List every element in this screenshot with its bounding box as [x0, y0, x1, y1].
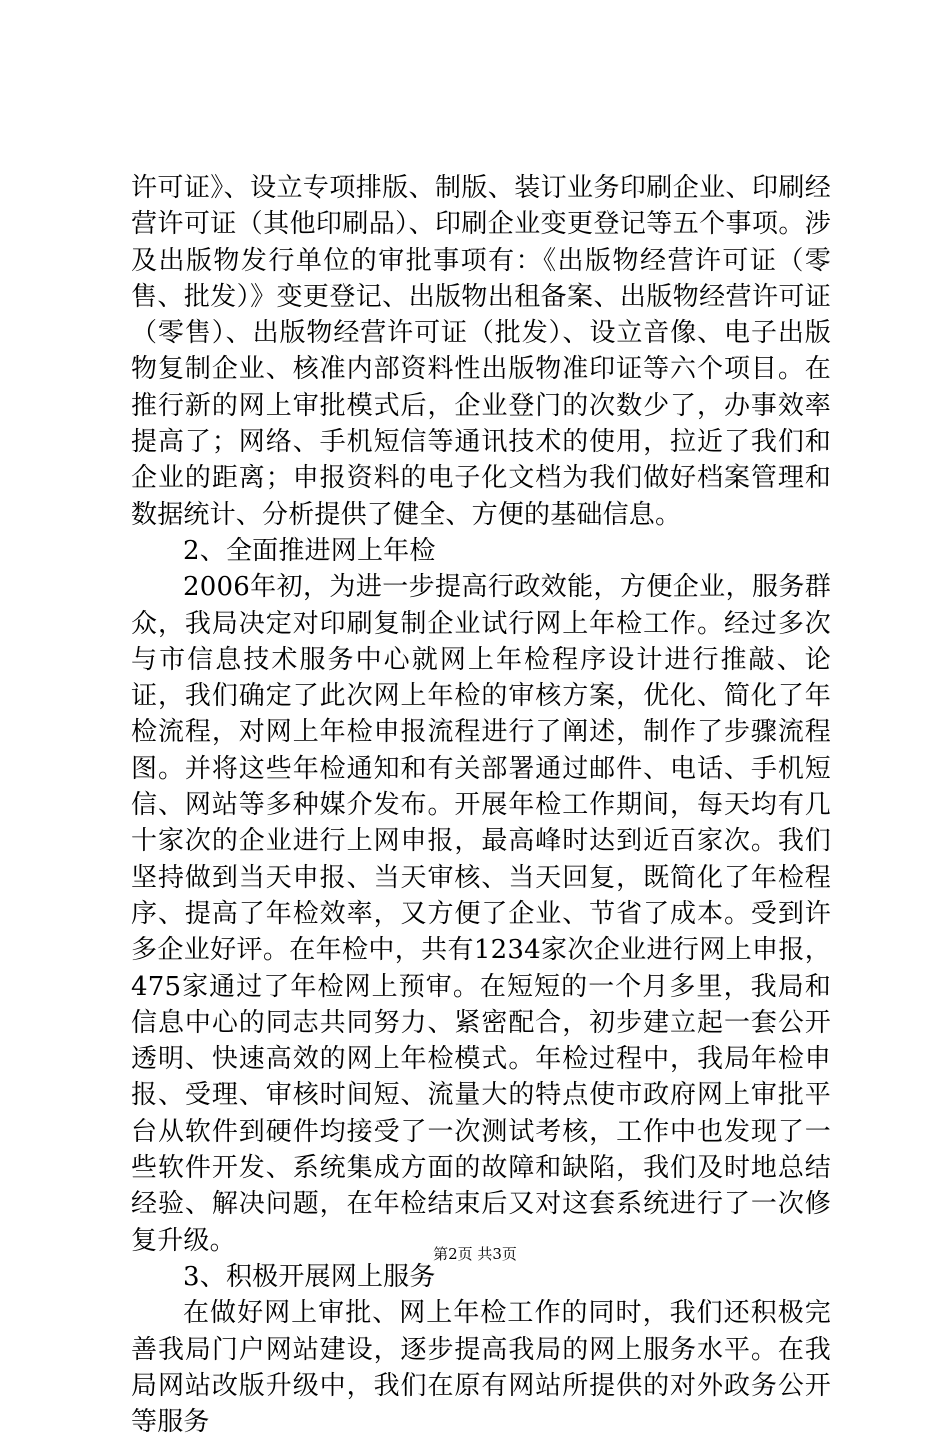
paragraph-continuation: 许可证》、设立专项排版、制版、装订业务印刷企业、印刷经营许可证（其他印刷品）、印刷企业变更登记等五个事项。涉及出版物发行单位的审批事项有：《出版物经营许可证（零售、批发）》变更登记、出版物出租备案、出版物经营许可证（零售）、出版物经营许可证（批发）、设立音像、电子出版物复制企业、核准内部资料性出版物准印证等六个项目。在推行新的网上审批模式后，企业登门的次数少了，办事效率提高了；网络、手机短信等通讯技术的使用，拉近了我们和企业的距离；申报资料的电子化文档为我们做好档案管理和数据统计、分析提供了健全、方便的基础信息。: [131, 173, 831, 530]
section-heading-2: 2、全面推进网上年检: [183, 535, 436, 566]
paragraph-online-service: 在做好网上审批、网上年检工作的同时，我们还积极完善我局门户网站建设，逐步提高我局的网上服务水平。在我局网站改版升级中，我们在原有网站所提供的对外政务公开等服务: [131, 1298, 831, 1438]
section-heading-3: 3、积极开展网上服务: [183, 1261, 436, 1292]
paragraph-annual-inspection: 2006年初，为进一步提高行政效能，方便企业，服务群众，我局决定对印刷复制企业试行网上年检工作。经过多次与市信息技术服务中心就网上年检程序设计进行推敲、论证，我们确定了此次网上年检的审核方案，优化、简化了年检流程，对网上年检申报流程进行了阐述，制作了步骤流程图。并将这些年检通知和有关部署通过邮件、电话、手机短信、网站等多种媒介发布。开展年检工作期间，每天均有几十家次的企业进行上网申报，最高峰时达到近百家次。我们坚持做到当天申报、当天审核、当天回复，既简化了年检程序、提高了年检效率，又方便了企业、节省了成本。受到许多企业好评。在年检中，共有1234家次企业进行网上申报，475家通过了年检网上预审。在短短的一个月多里，我局和信息中心的同志共同努力、紧密配合，初步建立起一套公开透明、快速高效的网上年检模式。年检过程中，我局年检申报、受理、审核时间短、流量大的特点使市政府网上审批平台从软件到硬件均接受了一次测试考核，工作中也发现了一些软件开发、系统集成方面的故障和缺陷，我们及时地总结经验、解决问题，在年检结束后又对这套系统进行了一次修复升级。: [131, 572, 831, 1256]
page-footer: 第2页 共3页: [433, 1245, 517, 1263]
